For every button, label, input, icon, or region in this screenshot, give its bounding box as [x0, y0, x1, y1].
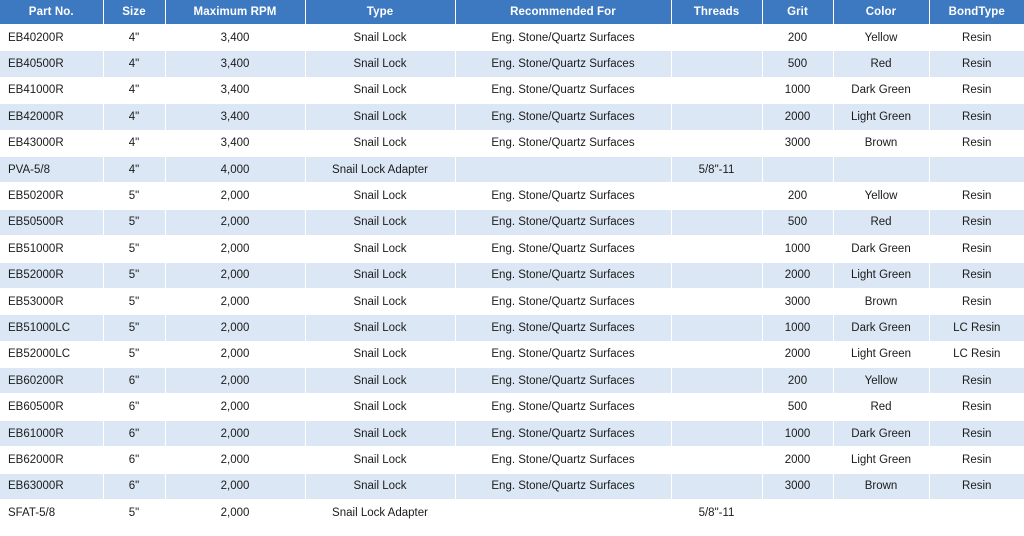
table-row[interactable] [0, 473, 1024, 499]
table-cell: Snail Lock [305, 104, 455, 130]
table-cell [929, 500, 1024, 526]
table-row[interactable] [0, 25, 1024, 51]
table-cell [671, 368, 762, 394]
table-cell: Resin [929, 447, 1024, 473]
table-cell: 3,400 [165, 104, 305, 130]
table-cell [671, 77, 762, 103]
table-cell: 3000 [762, 130, 833, 156]
table-cell: 4" [103, 130, 165, 156]
cell-part-no: PVA-5/8 [0, 156, 103, 182]
column-header[interactable]: Recommended For [455, 0, 671, 25]
table-cell: Resin [929, 236, 1024, 262]
table-cell: 200 [762, 183, 833, 209]
table-cell [671, 236, 762, 262]
table-cell: 2,000 [165, 183, 305, 209]
table-cell: 200 [762, 25, 833, 51]
table-cell: Eng. Stone/Quartz Surfaces [455, 420, 671, 446]
cell-part-no: EB60500R [0, 394, 103, 420]
table-cell: 2,000 [165, 315, 305, 341]
table-cell: 5" [103, 183, 165, 209]
table-cell: 4" [103, 25, 165, 51]
table-cell: 2,000 [165, 447, 305, 473]
table-cell: Snail Lock [305, 77, 455, 103]
table-row[interactable] [0, 420, 1024, 446]
table-cell: Snail Lock [305, 183, 455, 209]
column-header[interactable]: Size [103, 0, 165, 25]
table-cell: Resin [929, 77, 1024, 103]
table-cell [671, 209, 762, 235]
table-cell: Brown [833, 288, 929, 314]
table-cell [671, 130, 762, 156]
table-cell: Resin [929, 473, 1024, 499]
table-cell: Yellow [833, 183, 929, 209]
table-cell: 3,400 [165, 51, 305, 77]
table-cell: 5" [103, 500, 165, 526]
table-cell: 3,400 [165, 130, 305, 156]
table-cell: 6" [103, 473, 165, 499]
table-cell: Eng. Stone/Quartz Surfaces [455, 104, 671, 130]
table-cell: LC Resin [929, 315, 1024, 341]
cell-part-no: EB53000R [0, 288, 103, 314]
table-cell: Snail Lock Adapter [305, 156, 455, 182]
table-cell: Brown [833, 130, 929, 156]
column-header[interactable]: Part No. [0, 0, 103, 25]
table-cell: Eng. Stone/Quartz Surfaces [455, 236, 671, 262]
table-cell: 2,000 [165, 394, 305, 420]
table-row[interactable] [0, 209, 1024, 235]
table-cell: 2,000 [165, 262, 305, 288]
table-cell: 4" [103, 77, 165, 103]
table-cell: 2,000 [165, 420, 305, 446]
table-cell: 2,000 [165, 500, 305, 526]
table-row[interactable] [0, 341, 1024, 367]
table-cell: LC Resin [929, 341, 1024, 367]
table-cell: 6" [103, 420, 165, 446]
table-cell: Eng. Stone/Quartz Surfaces [455, 183, 671, 209]
table-cell: Resin [929, 394, 1024, 420]
table-cell: 4" [103, 104, 165, 130]
cell-part-no: EB43000R [0, 130, 103, 156]
table-cell: Eng. Stone/Quartz Surfaces [455, 447, 671, 473]
table-cell: Snail Lock [305, 262, 455, 288]
table-cell: Snail Lock [305, 420, 455, 446]
table-cell [929, 156, 1024, 182]
column-header[interactable]: Color [833, 0, 929, 25]
table-cell: Eng. Stone/Quartz Surfaces [455, 368, 671, 394]
cell-part-no: EB63000R [0, 473, 103, 499]
table-cell [762, 500, 833, 526]
table-row[interactable] [0, 130, 1024, 156]
table-cell: Light Green [833, 341, 929, 367]
table-cell: Eng. Stone/Quartz Surfaces [455, 25, 671, 51]
table-cell: Eng. Stone/Quartz Surfaces [455, 394, 671, 420]
table-cell: Snail Lock [305, 473, 455, 499]
table-cell: Dark Green [833, 420, 929, 446]
column-header[interactable]: Maximum RPM [165, 0, 305, 25]
table-cell: Dark Green [833, 315, 929, 341]
table-cell [671, 394, 762, 420]
table-cell: 6" [103, 447, 165, 473]
table-cell: 500 [762, 51, 833, 77]
table-cell: Eng. Stone/Quartz Surfaces [455, 130, 671, 156]
table-cell: Eng. Stone/Quartz Surfaces [455, 315, 671, 341]
table-cell: Red [833, 51, 929, 77]
table-cell: 2,000 [165, 236, 305, 262]
cell-part-no: SFAT-5/8 [0, 500, 103, 526]
table-cell: Snail Lock [305, 130, 455, 156]
table-cell: 4,000 [165, 156, 305, 182]
table-row[interactable] [0, 104, 1024, 130]
table-cell: 4" [103, 51, 165, 77]
table-cell: Snail Lock Adapter [305, 500, 455, 526]
table-cell: Snail Lock [305, 447, 455, 473]
table-cell: 5" [103, 341, 165, 367]
column-header[interactable]: Grit [762, 0, 833, 25]
table-cell: 6" [103, 394, 165, 420]
table-cell: Red [833, 209, 929, 235]
table-row[interactable] [0, 288, 1024, 314]
table-cell: 2,000 [165, 288, 305, 314]
cell-part-no: EB50200R [0, 183, 103, 209]
table-cell [455, 500, 671, 526]
table-bottom-spacer [0, 526, 1024, 536]
table-cell: 1000 [762, 236, 833, 262]
table-cell: Snail Lock [305, 288, 455, 314]
table-cell [671, 25, 762, 51]
table-row[interactable] [0, 51, 1024, 77]
table-row[interactable] [0, 77, 1024, 103]
table-cell: 3000 [762, 473, 833, 499]
table-cell: 3,400 [165, 77, 305, 103]
cell-part-no: EB51000LC [0, 315, 103, 341]
table-cell [671, 183, 762, 209]
table-cell: Red [833, 394, 929, 420]
table-cell: 2,000 [165, 368, 305, 394]
table-cell: 500 [762, 209, 833, 235]
table-cell: 2,000 [165, 209, 305, 235]
table-cell: 2,000 [165, 341, 305, 367]
table-cell [671, 420, 762, 446]
table-cell: 2000 [762, 104, 833, 130]
table-row[interactable] [0, 262, 1024, 288]
table-cell: Resin [929, 104, 1024, 130]
column-header[interactable]: BondType [929, 0, 1024, 25]
table-cell: 2,000 [165, 473, 305, 499]
table-cell: 1000 [762, 77, 833, 103]
table-cell: Resin [929, 262, 1024, 288]
table-cell: Eng. Stone/Quartz Surfaces [455, 473, 671, 499]
table-cell [671, 341, 762, 367]
table-cell: Resin [929, 420, 1024, 446]
table-cell: 5" [103, 288, 165, 314]
table-cell: 5" [103, 236, 165, 262]
cell-part-no: EB51000R [0, 236, 103, 262]
table-cell: 3,400 [165, 25, 305, 51]
table-row[interactable] [0, 368, 1024, 394]
table-cell: Resin [929, 130, 1024, 156]
table-row[interactable] [0, 394, 1024, 420]
table-cell: Resin [929, 368, 1024, 394]
table-cell [671, 473, 762, 499]
table-row[interactable] [0, 236, 1024, 262]
table-cell: Yellow [833, 368, 929, 394]
table-cell: Snail Lock [305, 25, 455, 51]
cell-part-no: EB40200R [0, 25, 103, 51]
table-cell: Dark Green [833, 236, 929, 262]
cell-part-no: EB61000R [0, 420, 103, 446]
table-cell: Eng. Stone/Quartz Surfaces [455, 51, 671, 77]
table-cell [671, 288, 762, 314]
table-cell: 500 [762, 394, 833, 420]
table-cell: 5/8"-11 [671, 500, 762, 526]
table-cell [671, 104, 762, 130]
table-row[interactable] [0, 315, 1024, 341]
table-header-row [0, 0, 1024, 25]
table-cell: Light Green [833, 104, 929, 130]
table-row[interactable] [0, 500, 1024, 526]
table-row[interactable] [0, 183, 1024, 209]
cell-part-no: EB52000LC [0, 341, 103, 367]
table-cell: Snail Lock [305, 341, 455, 367]
table-cell [833, 500, 929, 526]
table-cell: Snail Lock [305, 236, 455, 262]
table-cell: Light Green [833, 447, 929, 473]
table-cell: Eng. Stone/Quartz Surfaces [455, 288, 671, 314]
table-cell: Light Green [833, 262, 929, 288]
table-cell: Brown [833, 473, 929, 499]
table-cell: 200 [762, 368, 833, 394]
table-cell: Snail Lock [305, 368, 455, 394]
table-cell: Resin [929, 51, 1024, 77]
table-cell [671, 262, 762, 288]
table-cell: 2000 [762, 341, 833, 367]
table-cell [671, 51, 762, 77]
table-cell: 2000 [762, 262, 833, 288]
table-cell: 4" [103, 156, 165, 182]
table-cell [833, 156, 929, 182]
cell-part-no: EB60200R [0, 368, 103, 394]
table-cell: Resin [929, 288, 1024, 314]
cell-part-no: EB40500R [0, 51, 103, 77]
table-cell: Eng. Stone/Quartz Surfaces [455, 209, 671, 235]
table-cell: Snail Lock [305, 394, 455, 420]
table-cell: 5" [103, 209, 165, 235]
table-cell [671, 315, 762, 341]
table-row[interactable] [0, 447, 1024, 473]
table-cell: Dark Green [833, 77, 929, 103]
table-cell: Resin [929, 209, 1024, 235]
table-cell: Eng. Stone/Quartz Surfaces [455, 262, 671, 288]
table-cell: Resin [929, 25, 1024, 51]
table-cell: 3000 [762, 288, 833, 314]
table-cell [762, 156, 833, 182]
cell-part-no: EB42000R [0, 104, 103, 130]
table-cell: 1000 [762, 420, 833, 446]
table-cell: Eng. Stone/Quartz Surfaces [455, 341, 671, 367]
table-cell: 5" [103, 262, 165, 288]
column-header[interactable]: Type [305, 0, 455, 25]
table-cell: 2000 [762, 447, 833, 473]
column-header[interactable]: Threads [671, 0, 762, 25]
table-row[interactable] [0, 156, 1024, 182]
cell-part-no: EB52000R [0, 262, 103, 288]
table-cell: 5" [103, 315, 165, 341]
table-cell: Eng. Stone/Quartz Surfaces [455, 77, 671, 103]
table-cell [671, 447, 762, 473]
cell-part-no: EB50500R [0, 209, 103, 235]
table-cell: 1000 [762, 315, 833, 341]
table-cell: 6" [103, 368, 165, 394]
table-cell: Resin [929, 183, 1024, 209]
cell-part-no: EB41000R [0, 77, 103, 103]
table-cell: Snail Lock [305, 315, 455, 341]
table-cell: Yellow [833, 25, 929, 51]
table-cell: Snail Lock [305, 51, 455, 77]
table-cell: 5/8"-11 [671, 156, 762, 182]
table-body [0, 25, 1024, 526]
table-cell [455, 156, 671, 182]
table-cell: Snail Lock [305, 209, 455, 235]
cell-part-no: EB62000R [0, 447, 103, 473]
table-header [0, 0, 1024, 25]
